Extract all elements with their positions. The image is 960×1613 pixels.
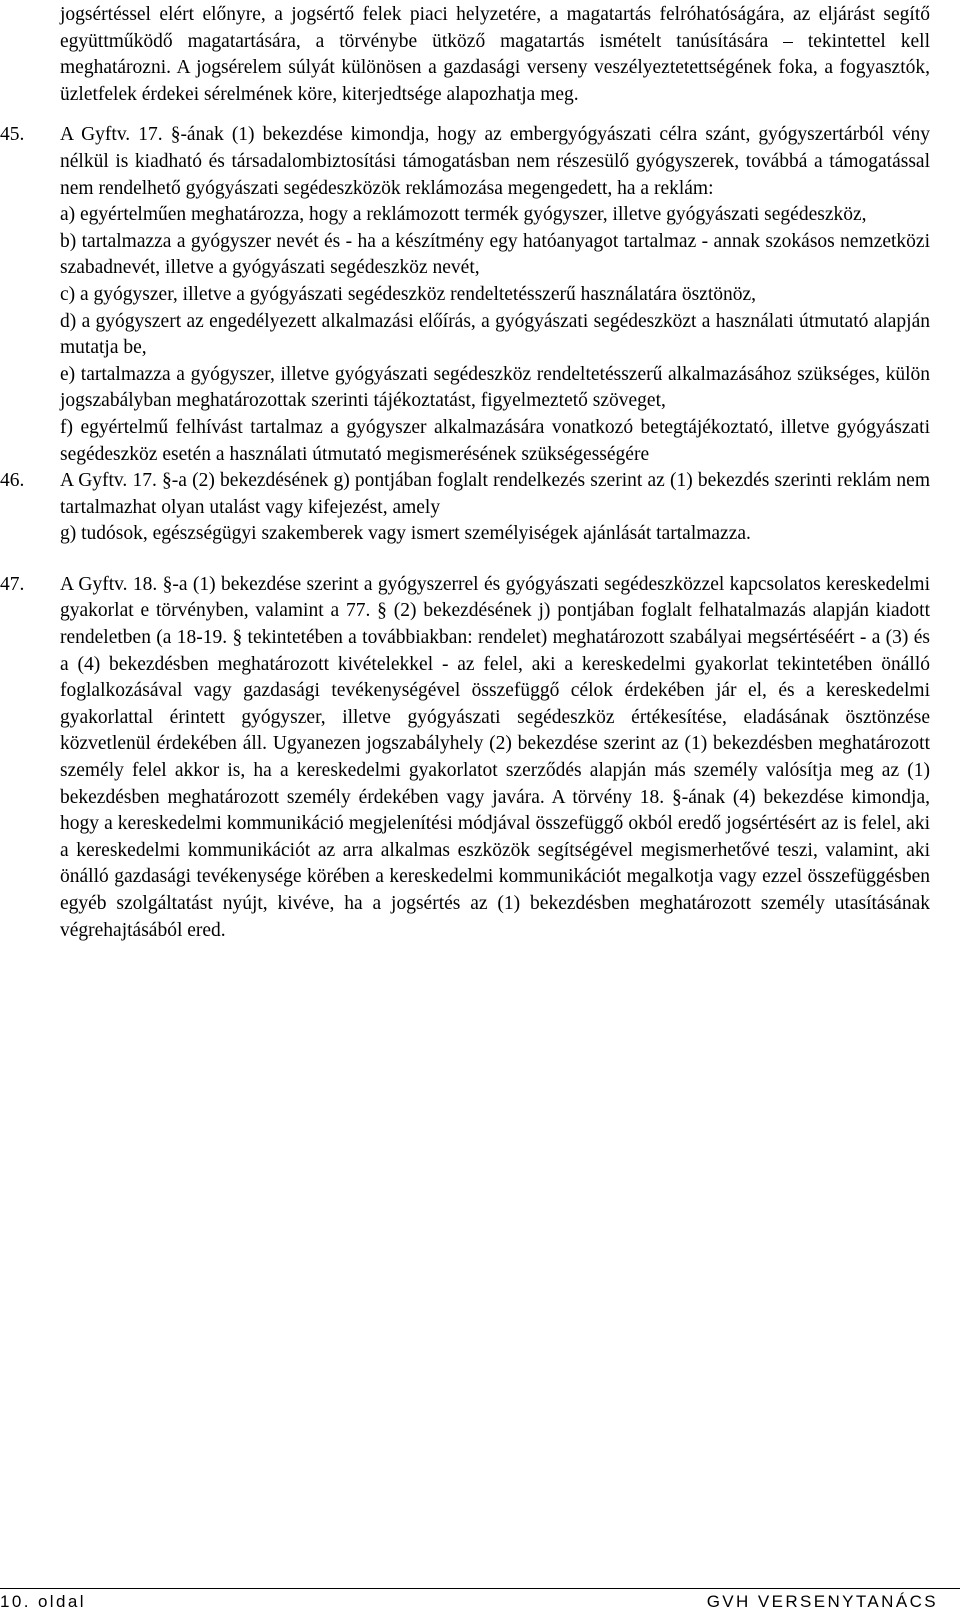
page-footer: [0, 1592, 938, 1612]
paragraph-45: [0, 122, 930, 468]
organization-name: GVH VERSENYTANÁCS: [706, 1592, 938, 1611]
list-item-g: g) tudósok, egészségügyi szakemberek vagy ismert személyiségek ajánlását tartalmazza.: [60, 523, 751, 545]
paragraph-46: [0, 468, 930, 548]
intro-paragraph: jogsértéssel elért előnyre, a jogsértő felek piaci helyzetére, a magatartás felróhatóságára, az eljárást segítő együttműködő magatartására, a törvénybe ütköző magatartás ismételt tanúsítására – tekintettel kell meghatározni. A jogsérelem súlyát különösen a gazdasági verseny veszélyeztetettségének foka, a fogyasztók, üzletfelek érdekei sérelmének köre, kiterjedtsége alapozhatja meg.: [60, 4, 930, 105]
paragraph-number: 46.: [0, 470, 25, 492]
paragraph-text: A Gyftv. 18. §-a (1) bekezdése szerint a gyógyszerrel és gyógyászati segédeszközzel kapcsolatos kereskedelmi gyakorlat e törvényben, valamint a 77. § (2) bekezdésének j) pontjában foglalt felhatalmazás alapján kiadott rendeletben (a 18-19. § tekintetében a továbbiakban: rendelet) meghatározott szabályai megsértéséért - a (3) és a (4) bekezdésben meghatározott kivételekkel - az felel, aki a kereskedelmi gyakorlat tekintetében önálló foglalkozásával vagy gazdasági tevékenységével összefüggő célok érdekében jár el, és a kereskedelmi gyakorlattal érintett gyógyszer, illetve gyógyászati segédeszköz értékesítése, eladásának ösztönzése közvetlenül érdekében áll. Ugyanezen jogszabályhely (2) bekezdése szerint az (1) bekezdésben meghatározott személy felel akkor is, ha a kereskedelmi gyakorlatot szerződés alapján más személy valósítja meg az (1) bekezdésben meghatározott személy érdekében vagy javára. A törvény 18. §-ának (4) bekezdése kimondja, hogy a kereskedelmi kommunikáció megjelenítési módjával összefüggő okból eredő jogsértésért az is felel, aki a kereskedelmi kommunikációt az arra alkalmas eszközök segítségével megismerhetővé teszi, valamint, aki önálló gazdasági tevékenysége körében a kereskedelmi kommunikációt megalkotja vagy ezzel összefüggésben egyéb szolgáltatást nyújt, kivéve, ha a jogsértés az (1) bekezdésben meghatározott személy utasításának végrehajtásából ered.: [60, 573, 930, 941]
list-item-b: b) tartalmazza a gyógyszer nevét és - ha a készítmény egy hatóanyagot tartalmaz - annak szokásos nemzetközi szabadnevét, illetve a gyógyászati segédeszköz nevét,: [60, 230, 930, 279]
paragraph-47: [0, 572, 930, 944]
footer-divider: [0, 1588, 960, 1589]
paragraph-number: 45.: [0, 124, 25, 146]
paragraph-text: A Gyftv. 17. §-a (2) bekezdésének g) pontjában foglalt rendelkezés szerint az (1) bekezdés szerinti reklám nem tartalmazhat olyan utalást vagy kifejezést, amely: [60, 470, 930, 518]
list-item-a: a) egyértelműen meghatározza, hogy a reklámozott termék gyógyszer, illetve gyógyászati segédeszköz,: [60, 204, 867, 226]
list-item-f: f) egyértelmű felhívást tartalmaz a gyógyszer alkalmazására vonatkozó betegtájékoztató, illetve gyógyászati segédeszköz esetén a használati útmutató megismerésének szükségességére: [60, 416, 930, 465]
list-item-c: c) a gyógyszer, illetve a gyógyászati segédeszköz rendeltetésszerű használatára ösztönöz,: [60, 283, 757, 305]
paragraph-number: 47.: [0, 573, 25, 595]
paragraph-text: A Gyftv. 17. §-ának (1) bekezdése kimondja, hogy az embergyógyászati célra szánt, gyógyszertárból vény nélkül is kiadható és társadalombiztosítási támogatásban nem részesülő gyógyszerek, továbbá a támogatással nem rendelhető gyógyászati segédeszközök reklámozása megengedett, ha a reklám:: [60, 124, 930, 199]
list-item-e: e) tartalmazza a gyógyszer, illetve gyógyászati segédeszköz rendeltetésszerű alkalmazásához szükséges, külön jogszabályban meghatározottak szerinti tájékoztatást, figyelmeztető szöveget,: [60, 363, 930, 412]
page-number: 10. oldal: [0, 1592, 86, 1611]
list-item-d: d) a gyógyszert az engedélyezett alkalmazási előírás, a gyógyászati segédeszközt a használati útmutató alapján mutatja be,: [60, 310, 930, 359]
